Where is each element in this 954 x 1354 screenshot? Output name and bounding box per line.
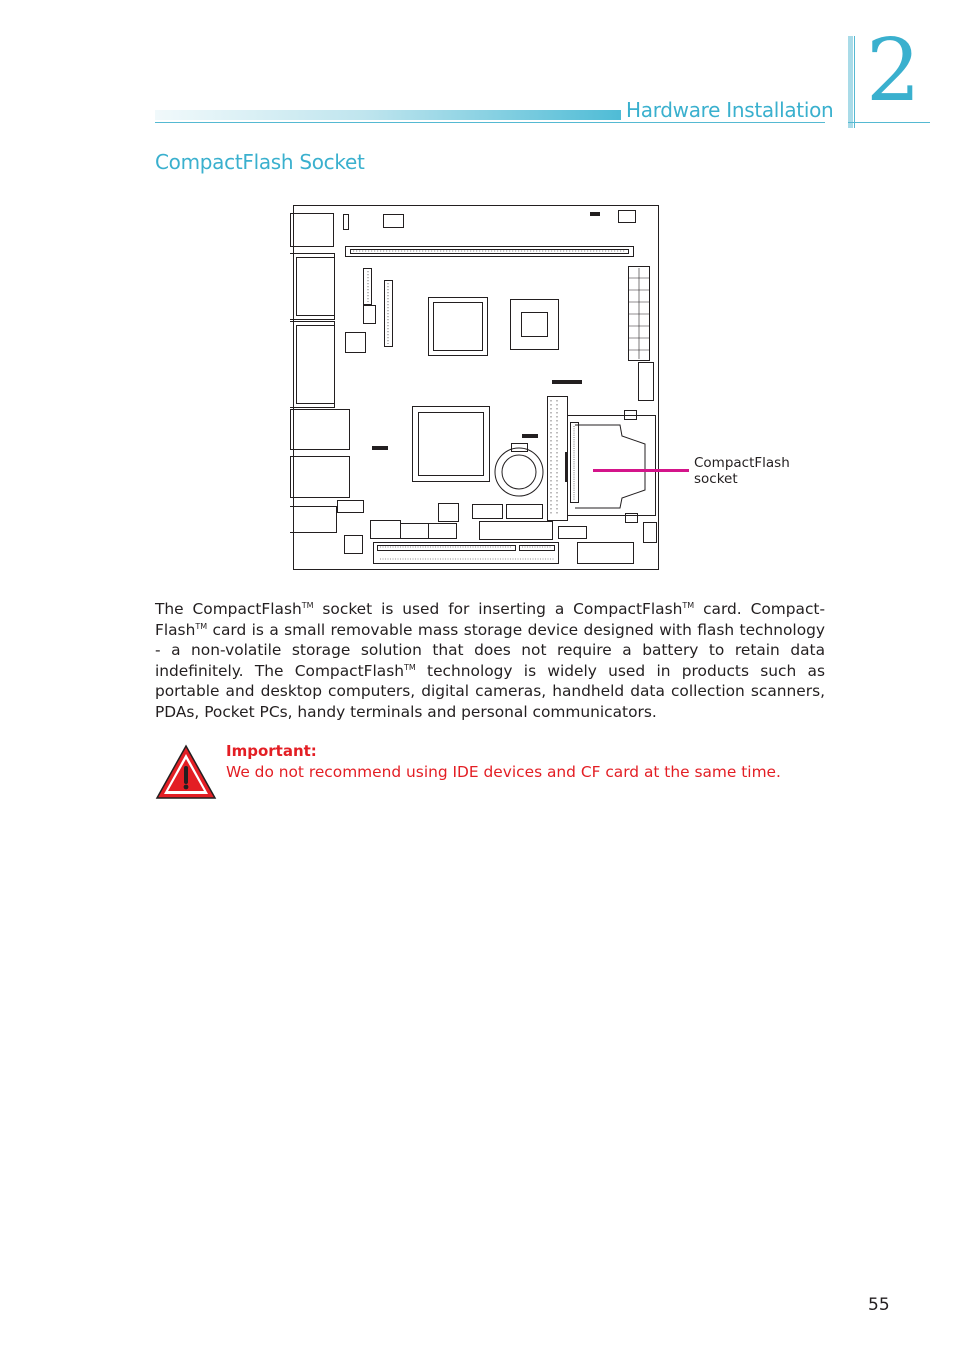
warning-triangle-icon: [155, 744, 217, 800]
compactflash-callout-line: [593, 469, 689, 472]
callout-label-line2: socket: [694, 471, 738, 487]
important-text: We do not recommend using IDE devices and CF card at the same time.: [226, 763, 781, 781]
chapter-tab-line: [854, 36, 855, 128]
para-part-3: card. Compact-Flash: [155, 600, 825, 639]
para-part-2: socket is used for inserting a CompactFlash: [313, 600, 683, 618]
header-section-title: Hardware Installation: [626, 98, 834, 122]
para-part-4: card is a small removable mass storage device designed with flash technology - a non-volatile storage solution that does not require a battery to retain data indefinitely. The CompactFlash: [155, 620, 825, 680]
para-part-1: The CompactFlash: [155, 600, 302, 618]
important-label: Important:: [226, 742, 317, 760]
para-part-5: technology is widely used in products such as portable and desktop computers, digital cameras, handheld data collection scanners, PDAs, Pocket PCs, handy terminals and personal communicators.: [155, 661, 826, 721]
header-gradient-bar: [155, 110, 621, 120]
trademark-2: TM: [682, 601, 695, 610]
trademark-4: TM: [403, 662, 416, 672]
chapter-tab-bar: [848, 36, 853, 128]
callout-label-line1: CompactFlash: [694, 455, 790, 471]
page-number: 55: [868, 1295, 890, 1315]
trademark-1: TM: [301, 601, 314, 610]
page-title: CompactFlash Socket: [155, 150, 365, 174]
body-paragraph: [155, 599, 825, 723]
chapter-tab-base: [848, 122, 930, 123]
compactflash-callout-label: [694, 455, 790, 487]
header-rule: [155, 122, 825, 123]
trademark-3: TM: [195, 621, 208, 631]
chapter-number: 2: [866, 21, 921, 121]
motherboard-diagram: [290, 200, 690, 575]
